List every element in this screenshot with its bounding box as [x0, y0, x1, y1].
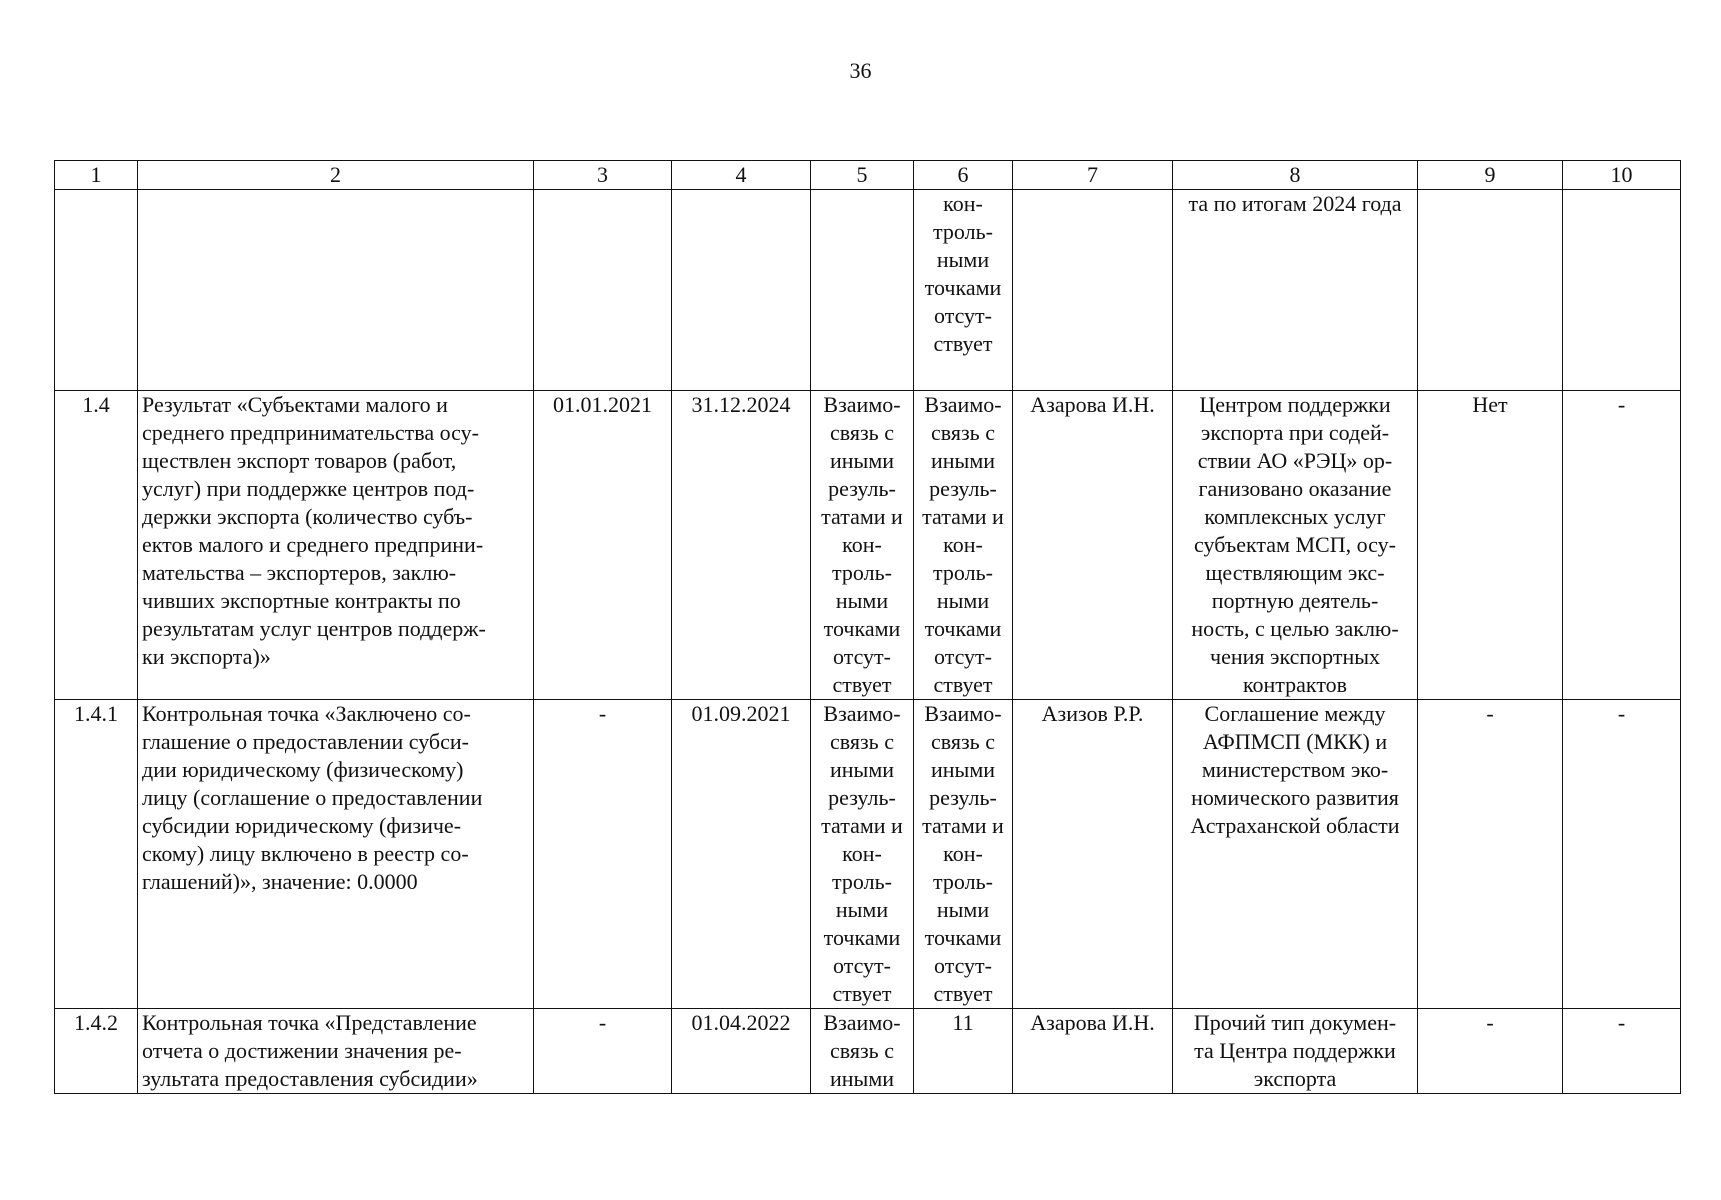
- cell-end-date: 31.12.2024: [672, 391, 811, 700]
- cell-end-date: [672, 190, 811, 391]
- cell-start-date: [534, 190, 672, 391]
- table-row: [55, 700, 1681, 1009]
- cell-end-date: 01.04.2022: [672, 1009, 811, 1094]
- cell-col10: -: [1563, 391, 1681, 700]
- cell-name: Результат «Субъектами малого и среднего предпринимательства осу- ществлен экспорт товаров (работ, услуг) при поддержке центров под- держки экспорта (количество субъ- ектов малого и среднего предприни- мательства – экспортеров, заклю- чивших экспортные контракты по результатам услуг центров поддерж- ки экспорта)»: [138, 391, 534, 700]
- cell-successor: 11: [914, 1009, 1013, 1094]
- cell-responsible: Азизов Р.Р.: [1013, 700, 1173, 1009]
- page-number: 36: [849, 58, 872, 83]
- cell-predecessor: [811, 190, 914, 391]
- table-row: [55, 391, 1681, 700]
- cell-successor: кон- троль- ными точками отсут- ствует: [914, 190, 1013, 391]
- cell-col9: Нет: [1418, 391, 1563, 700]
- cell-col10: -: [1563, 1009, 1681, 1094]
- column-header-10: 10: [1563, 161, 1681, 190]
- column-header-4: 4: [672, 161, 811, 190]
- cell-name: Контрольная точка «Заключено со- глашение о предоставлении субси- дии юридическому (физическому) лицу (соглашение о предоставлении субсидии юридическому (физиче- скому) лицу включено в реестр со- глашений)», значение: 0.0000: [138, 700, 534, 1009]
- cell-document: та по итогам 2024 года: [1173, 190, 1418, 391]
- cell-predecessor: Взаимо- связь с иными резуль- татами и кон- троль- ными точками отсут- ствует: [811, 700, 914, 1009]
- cell-responsible: [1013, 190, 1173, 391]
- cell-document: Соглашение между АФПМСП (МКК) и министерством эко- номического развития Астраханской области: [1173, 700, 1418, 1009]
- column-header-3: 3: [534, 161, 672, 190]
- cell-responsible: Азарова И.Н.: [1013, 1009, 1173, 1094]
- cell-number: [55, 190, 138, 391]
- cell-end-date: 01.09.2021: [672, 700, 811, 1009]
- table-row: [55, 190, 1681, 391]
- column-header-1: 1: [55, 161, 138, 190]
- cell-col9: -: [1418, 700, 1563, 1009]
- cell-start-date: -: [534, 1009, 672, 1094]
- cell-successor: Взаимо- связь с иными резуль- татами и кон- троль- ными точками отсут- ствует: [914, 700, 1013, 1009]
- cell-number: 1.4.1: [55, 700, 138, 1009]
- cell-responsible: Азарова И.Н.: [1013, 391, 1173, 700]
- cell-successor: Взаимо- связь с иными резуль- татами и кон- троль- ными точками отсут- ствует: [914, 391, 1013, 700]
- cell-predecessor: Взаимо- связь с иными: [811, 1009, 914, 1094]
- cell-name: [138, 190, 534, 391]
- cell-document: Центром поддержки экспорта при содей- ствии АО «РЭЦ» ор- ганизовано оказание комплексных услуг субъектам МСП, осу- ществляющим экс- портную деятель- ность, с целью заклю- чения экспортных контрактов: [1173, 391, 1418, 700]
- column-header-5: 5: [811, 161, 914, 190]
- cell-col10: [1563, 190, 1681, 391]
- table-row: [55, 1009, 1681, 1094]
- cell-col10: -: [1563, 700, 1681, 1009]
- cell-col9: -: [1418, 1009, 1563, 1094]
- column-header-8: 8: [1173, 161, 1418, 190]
- cell-start-date: 01.01.2021: [534, 391, 672, 700]
- results-table: [54, 160, 1681, 1094]
- column-header-9: 9: [1418, 161, 1563, 190]
- cell-number: 1.4.2: [55, 1009, 138, 1094]
- column-header-2: 2: [138, 161, 534, 190]
- cell-number: 1.4: [55, 391, 138, 700]
- cell-document: Прочий тип докумен- та Центра поддержки экспорта: [1173, 1009, 1418, 1094]
- column-header-6: 6: [914, 161, 1013, 190]
- cell-start-date: -: [534, 700, 672, 1009]
- cell-name: Контрольная точка «Представление отчета о достижении значения ре- зультата предоставления субсидии»: [138, 1009, 534, 1094]
- column-header-7: 7: [1013, 161, 1173, 190]
- header-row: [55, 161, 1681, 190]
- cell-predecessor: Взаимо- связь с иными резуль- татами и кон- троль- ными точками отсут- ствует: [811, 391, 914, 700]
- cell-col9: [1418, 190, 1563, 391]
